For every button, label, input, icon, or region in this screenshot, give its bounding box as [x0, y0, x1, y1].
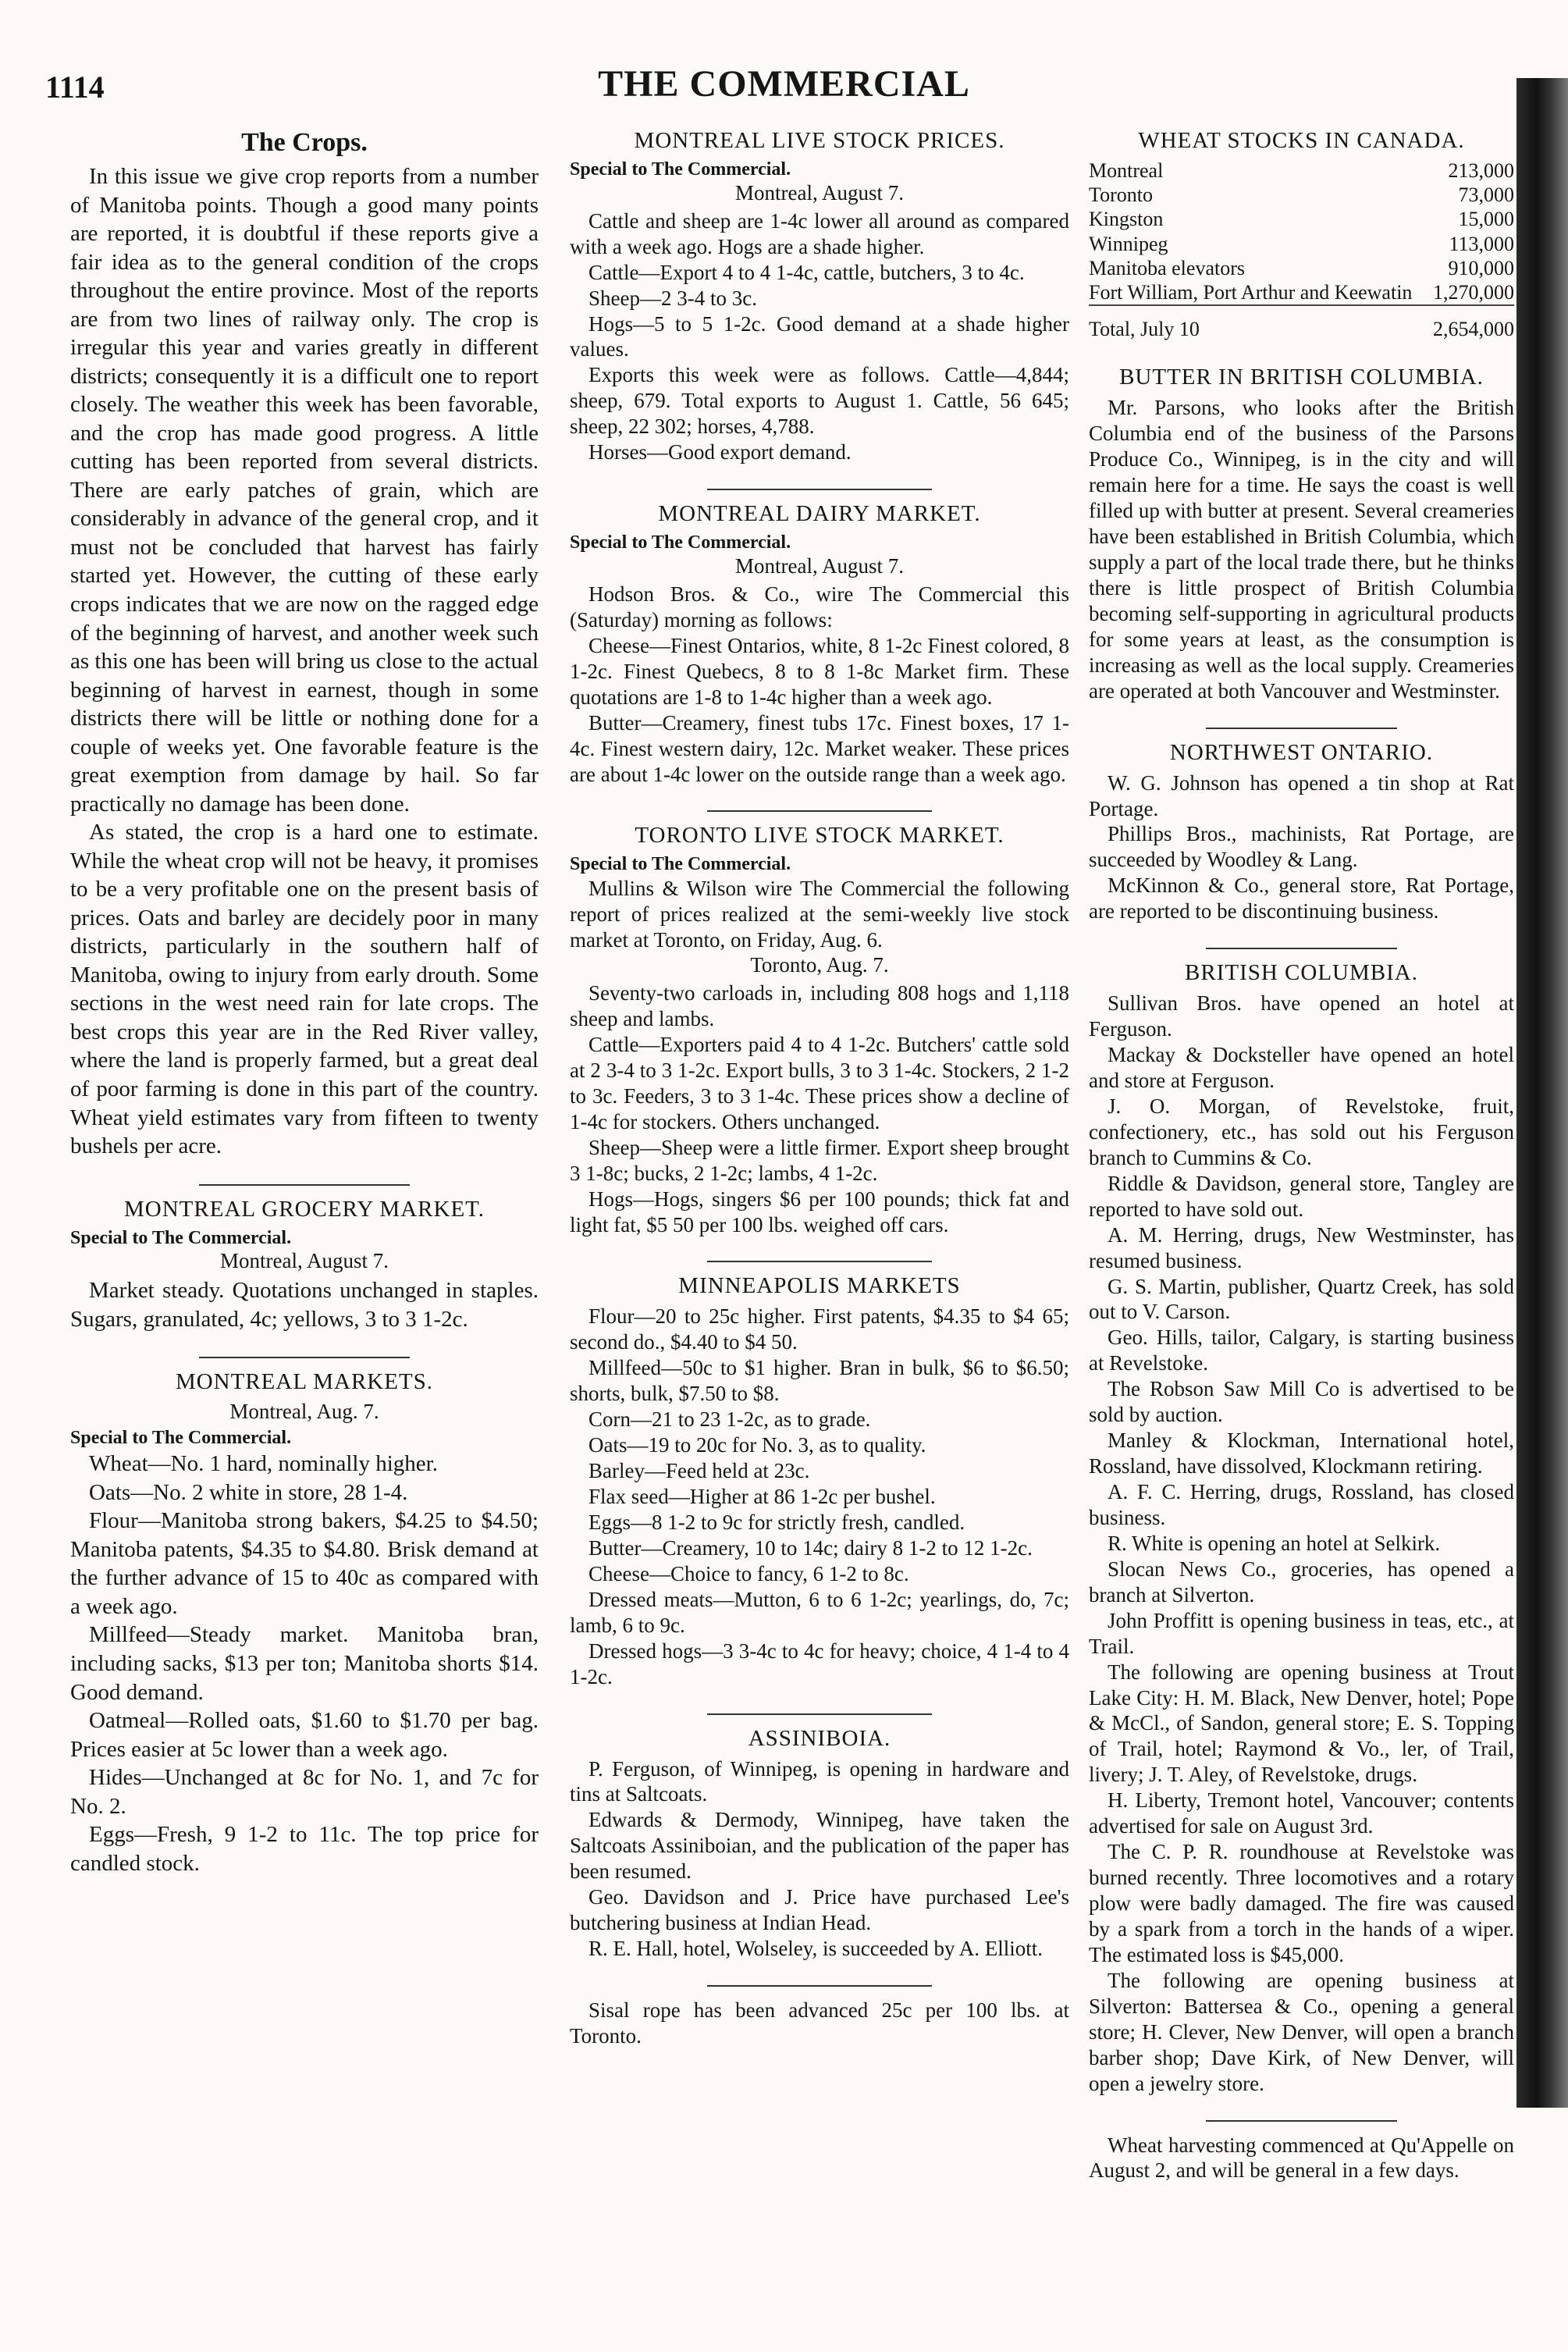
- table-row: [1089, 183, 1514, 207]
- paragraph: Cattle—Export 4 to 4 1-4c, cattle, butchers, 3 to 4c.: [588, 260, 1025, 284]
- paragraph: The following are opening business at Silverton: Battersea & Co., opening a general store; H. Clever, New Denver, will open a branch barber shop; Dave Kirk, of New Denver, will open a jewelry store.: [1089, 1968, 1514, 2095]
- article-heading: ASSINIBOIA.: [748, 1725, 891, 1751]
- paragraph: Hides—Unchanged at 8c for No. 1, and 7c for No. 2.: [70, 1765, 539, 1819]
- paragraph: Cheese—Finest Ontarios, white, 8 1-2c Finest colored, 8 1-2c. Finest Quebecs, 8 to 8 1-8c Market firm. These quotations are 1-8 to 1-4c higher than a week ago.: [570, 633, 1069, 709]
- paragraph: A. F. C. Herring, drugs, Rossland, has closed business.: [1089, 1480, 1514, 1529]
- table-row: [1089, 256, 1514, 280]
- divider: [707, 810, 932, 812]
- paragraph: Hogs—Hogs, singers $6 per 100 pounds; thick fat and light fat, $5 50 per 100 lbs. weighed off cars.: [570, 1187, 1069, 1236]
- article-butter-bc: [1089, 365, 1514, 703]
- divider: [199, 1357, 410, 1358]
- place-cell: Toronto: [1089, 183, 1153, 207]
- total-amount: 2,654,000: [1429, 305, 1514, 341]
- place-cell: Montreal: [1089, 159, 1164, 182]
- sisal-note: Sisal rope has been advanced 25c per 100 lbs. at Toronto.: [570, 1998, 1069, 2048]
- article-montreal-dairy: [570, 501, 1069, 787]
- paragraph: Mr. Parsons, who looks after the British Columbia end of the business of the Parsons Produce Co., Winnipeg, is in the city and will remain here for a time. He says the coast is well filled up with butter at present. Several creameries have been established in British Columbia, which supply a part of the local trade there, but he thinks there is little prospect of British Columbia becoming self-supporting in agricultural products for some years at least, as the consumption is increasing as well as the local supply. Creameries are operated at both Vancouver and Westminster.: [1089, 396, 1514, 703]
- amount-cell: 213,000: [1448, 159, 1514, 182]
- paragraph: Cheese—Choice to fancy, 6 1-2 to 8c.: [588, 1561, 909, 1585]
- paragraph: Manley & Klockman, International hotel, Rossland, have dissolved, Klockmann retiring.: [1089, 1429, 1514, 1478]
- article-northwest-ontario: [1089, 740, 1514, 925]
- divider: [1206, 728, 1397, 729]
- paragraph: Hogs—5 to 5 1-2c. Good demand at a shade higher values.: [570, 311, 1069, 361]
- paragraph: Flour—20 to 25c higher. First patents, $4.35 to $4 65; second do., $4.40 to $4 50.: [570, 1304, 1069, 1354]
- dateline: Montreal, August 7.: [220, 1249, 389, 1273]
- article-assiniboia: [570, 1726, 1069, 1962]
- paragraph: Oats—19 to 20c for No. 3, as to quality.: [588, 1433, 926, 1457]
- paragraph: Geo. Hills, tailor, Calgary, is starting business at Revelstoke.: [1089, 1325, 1514, 1375]
- table-row: [1089, 232, 1514, 256]
- paragraph: Butter—Creamery, 10 to 14c; dairy 8 1-2 to 12 1-2c.: [588, 1535, 1033, 1560]
- paragraph: Hodson Bros. & Co., wire The Commercial this (Saturday) morning as follows:: [570, 582, 1069, 632]
- place-cell: Winnipeg: [1089, 232, 1168, 255]
- article-montreal-grocery: [70, 1197, 539, 1334]
- paragraph: Wheat—No. 1 hard, nominally higher.: [89, 1451, 438, 1477]
- divider: [707, 1985, 932, 1987]
- dateline: Toronto, Aug. 7.: [750, 953, 889, 977]
- article-heading: BRITISH COLUMBIA.: [1185, 960, 1418, 986]
- paragraph: W. G. Johnson has opened a tin shop at Rat Portage.: [1089, 770, 1514, 820]
- divider: [707, 489, 932, 490]
- total-label: Total, July 10: [1089, 305, 1429, 341]
- paragraph: Eggs—8 1-2 to 9c for strictly fresh, candled.: [588, 1510, 965, 1534]
- paragraph: Geo. Davidson and J. Price have purchased Lee's butchering business at Indian Head.: [570, 1885, 1069, 1935]
- page-number: 1114: [45, 69, 105, 105]
- paragraph: Seventy-two carloads in, including 808 hogs and 1,118 sheep and lambs.: [570, 981, 1069, 1031]
- article-wheat-stocks: [1089, 128, 1514, 341]
- amount-cell: 73,000: [1458, 183, 1514, 207]
- paragraph: Cattle—Exporters paid 4 to 4 1-2c. Butchers' cattle sold at 2 3-4 to 3 1-2c. Export bulls, 3 to 3 1-4c. Stockers, 2 1-2 to 3c. Feeders, 3 to 3 1-4c. These prices show a decline of 1-4c for stockers. Others unchanged.: [570, 1032, 1069, 1133]
- article-montreal-live-stock: [570, 128, 1069, 465]
- amount-cell: 910,000: [1448, 256, 1514, 279]
- article-british-columbia: [1089, 960, 1514, 2096]
- dateline: Montreal, August 7.: [735, 180, 904, 205]
- paragraph: A. M. Herring, drugs, New Westminster, has resumed business.: [1089, 1222, 1514, 1272]
- page-header: [0, 0, 1568, 117]
- paragraph: The C. P. R. roundhouse at Revelstoke was burned recently. Three locomotives and a rotary plow were badly damaged. The fire was caused by a spark from a torch in the hands of a wiper. The estimated loss is $45,000.: [1089, 1840, 1514, 1966]
- article-heading: NORTHWEST ONTARIO.: [1169, 739, 1434, 765]
- paragraph: In this issue we give crop reports from a number of Manitoba points. Though a good many points are reported, it is doubtful if these reports give a fair idea as to the general condition of the crops throughout the entire province. Most of the reports are from two lines of railway only. The crop is irregular this year and varies greatly in different districts; consequently it is a difficult one to report closely. The weather this week has been favorable, and the crop has made good progress. A little cutting has been reported from several districts. There are early patches of grain, which are considerably in advance of the general crop, and it must not be concluded that harvest has fairly started yet. However, the cutting of these early crops indicates that we are now on the ragged edge of the beginning of harvest, and another week such as this one has been will bring us close to the actual beginning of harvest in earnest, though in some districts there will be little or nothing done for a couple of weeks yet. One favorable feature is the great exemption from damage by hail. So far practically no damage has been done.: [70, 164, 539, 817]
- dateline: Montreal, Aug. 7.: [229, 1400, 379, 1424]
- article-crops: [70, 128, 539, 1161]
- paragraph: Eggs—Fresh, 9 1-2 to 11c. The top price for candled stock.: [70, 1822, 539, 1876]
- paragraph: Mackay & Docksteller have opened an hotel and store at Ferguson.: [1089, 1043, 1514, 1092]
- divider: [1206, 2120, 1397, 2122]
- paragraph: Oats—No. 2 white in store, 28 1-4.: [89, 1479, 408, 1505]
- place-cell: Fort William, Port Arthur and Keewatin: [1089, 280, 1413, 304]
- place-cell: Kingston: [1089, 208, 1164, 231]
- paragraph: Dressed meats—Mutton, 6 to 6 1-2c; yearlings, do, 7c; lamb, 6 to 9c.: [570, 1587, 1069, 1637]
- paragraph: Corn—21 to 23 1-2c, as to grade.: [588, 1407, 871, 1432]
- paragraph: Cattle and sheep are 1-4c lower all around as compared with a week ago. Hogs are a shade higher.: [570, 208, 1069, 258]
- divider: [199, 1184, 410, 1186]
- article-minneapolis: [570, 1273, 1069, 1689]
- paragraph: R. White is opening an hotel at Selkirk.: [1108, 1531, 1441, 1555]
- paragraph: Sheep—2 3-4 to 3c.: [588, 286, 757, 310]
- article-heading: MINNEAPOLIS MARKETS: [678, 1273, 961, 1299]
- paragraph: Horses—Good export demand.: [588, 440, 852, 464]
- article-heading: The Crops.: [241, 128, 368, 157]
- paragraph: Edwards & Dermody, Winnipeg, have taken the Saltcoats Assiniboian, and the publication of the paper has been resumed.: [570, 1808, 1069, 1884]
- paragraph: Phillips Bros., machinists, Rat Portage, are succeeded by Woodley & Lang.: [1089, 822, 1514, 872]
- paragraph: H. Liberty, Tremont hotel, Vancouver; contents advertised for sale on August 3rd.: [1089, 1788, 1514, 1838]
- divider: [707, 1261, 932, 1262]
- article-heading: MONTREAL LIVE STOCK PRICES.: [634, 128, 1005, 153]
- special-line: Special to The Commercial.: [570, 159, 791, 180]
- column-1: [70, 125, 539, 1901]
- paragraph: Exports this week were as follows. Cattle—4,844; sheep, 679. Total exports to August 1. Cattle, 56 645; sheep, 22 302; horses, 4,788.: [570, 363, 1069, 439]
- article-heading: TORONTO LIVE STOCK MARKET.: [635, 823, 1004, 849]
- amount-cell: 15,000: [1458, 208, 1514, 231]
- harvest-note: Wheat harvesting commenced at Qu'Appelle on August 2, and will be general in a few days.: [1089, 2133, 1514, 2183]
- table-row: [1089, 207, 1514, 231]
- total-row: [1089, 305, 1514, 341]
- paragraph: Millfeed—Steady market. Manitoba bran, including sacks, $13 per ton; Manitoba shorts $14. Good demand.: [70, 1622, 539, 1705]
- article-montreal-markets: [70, 1369, 539, 1877]
- article-heading: MONTREAL GROCERY MARKET.: [124, 1196, 485, 1222]
- paragraph: Dressed hogs—3 3-4c to 4c for heavy; choice, 4 1-4 to 4 1-2c.: [570, 1639, 1069, 1688]
- paragraph: Millfeed—50c to $1 higher. Bran in bulk, $6 to $6.50; shorts, bulk, $7.50 to $8.: [570, 1356, 1069, 1406]
- paragraph: Butter—Creamery, finest tubs 17c. Finest boxes, 17 1-4c. Finest western dairy, 12c. Market weaker. These prices are about 1-4c lower on the outside range than a week ago.: [570, 710, 1069, 786]
- place-cell: Manitoba elevators: [1089, 256, 1245, 279]
- paragraph: Riddle & Davidson, general store, Tangley are reported to have sold out.: [1089, 1171, 1514, 1221]
- article-heading: MONTREAL DAIRY MARKET.: [658, 501, 981, 527]
- dateline: Montreal, August 7.: [735, 553, 904, 578]
- table-row: [1089, 158, 1514, 183]
- paragraph: Slocan News Co., groceries, has opened a branch at Silverton.: [1089, 1557, 1514, 1607]
- amount-cell: 113,000: [1449, 232, 1514, 255]
- wheat-stocks-table: [1089, 158, 1514, 341]
- paragraph: Sheep—Sheep were a little firmer. Export sheep brought 3 1-8c; bucks, 2 1-2c; lambs, 4 1-2c.: [570, 1135, 1069, 1185]
- amount-cell: 1,270,000: [1433, 280, 1514, 304]
- paragraph: The following are opening business at Trout Lake City: H. M. Black, New Denver, hotel; Pope & McCl., of Sandon, general store; E. S. Topping of Trail, hotel; Raymond & Vo., ler, of Trail, livery; J. T. Aley, of Revelstoke, drugs.: [1089, 1660, 1514, 1787]
- scanned-page-edge: [1516, 78, 1568, 2108]
- special-line: Special to The Commercial.: [70, 1227, 292, 1248]
- paragraph: Flax seed—Higher at 86 1-2c per bushel.: [588, 1485, 936, 1509]
- special-line: Special to The Commercial.: [570, 854, 791, 875]
- paragraph: John Proffitt is opening business in teas, etc., at Trail.: [1089, 1608, 1514, 1658]
- table-row: [1089, 280, 1514, 305]
- special-line: Special to The Commercial.: [570, 532, 791, 553]
- divider: [1206, 948, 1397, 949]
- paragraph: Mullins & Wilson wire The Commercial the following report of prices realized at the semi-weekly live stock market at Toronto, on Friday, Aug. 6.: [570, 877, 1069, 952]
- paragraph: J. O. Morgan, of Revelstoke, fruit, confectionery, etc., has sold out his Ferguson branch to Cummins & Co.: [1089, 1094, 1514, 1169]
- article-toronto-live-stock: [570, 823, 1069, 1237]
- paragraph: Sullivan Bros. have opened an hotel at Ferguson.: [1089, 991, 1514, 1041]
- paragraph: Barley—Feed held at 23c.: [588, 1459, 810, 1483]
- article-heading: MONTREAL MARKETS.: [175, 1369, 434, 1395]
- paragraph: Market steady. Quotations unchanged in staples. Sugars, granulated, 4c; yellows, 3 to 3 1-2c.: [70, 1278, 539, 1332]
- article-heading: BUTTER IN BRITISH COLUMBIA.: [1119, 365, 1484, 390]
- paragraph: McKinnon & Co., general store, Rat Portage, are reported to be discontinuing business.: [1089, 874, 1514, 923]
- special-line: Special to The Commercial.: [70, 1428, 292, 1449]
- column-2: [570, 125, 1069, 2049]
- paragraph: Flour—Manitoba strong bakers, $4.25 to $4.50; Manitoba patents, $4.35 to $4.80. Brisk demand at the further advance of 15 to 40c as compared with a week ago.: [70, 1508, 539, 1619]
- column-3: [1089, 125, 1514, 2183]
- paragraph: Oatmeal—Rolled oats, $1.60 to $1.70 per bag. Prices easier at 5c lower than a week ago.: [70, 1708, 539, 1762]
- paragraph: As stated, the crop is a hard one to estimate. While the wheat crop will not be heavy, it promises to be a very profitable one on the present basis of prices. Oats and barley are decidely poor in many districts, particularly in the southern half of Manitoba, owing to injury from early drouth. Some sections in the west need rain for late crops. The best crops this year are in the Red River valley, where the land is properly farmed, but a great deal of poor farming is done in this part of the country. Wheat yield estimates vary from fifteen to twenty bushels per acre.: [70, 820, 539, 1159]
- paragraph: R. E. Hall, hotel, Wolseley, is succeeded by A. Elliott.: [588, 1937, 1043, 1961]
- article-heading: WHEAT STOCKS IN CANADA.: [1138, 128, 1465, 153]
- paragraph: P. Ferguson, of Winnipeg, is opening in hardware and tins at Saltcoats.: [570, 1756, 1069, 1806]
- paper-title: THE COMMERCIAL: [598, 63, 970, 105]
- paragraph: G. S. Martin, publisher, Quartz Creek, has sold out to V. Carson.: [1089, 1274, 1514, 1324]
- divider: [707, 1713, 932, 1715]
- paragraph: The Robson Saw Mill Co is advertised to be sold by auction.: [1089, 1377, 1514, 1427]
